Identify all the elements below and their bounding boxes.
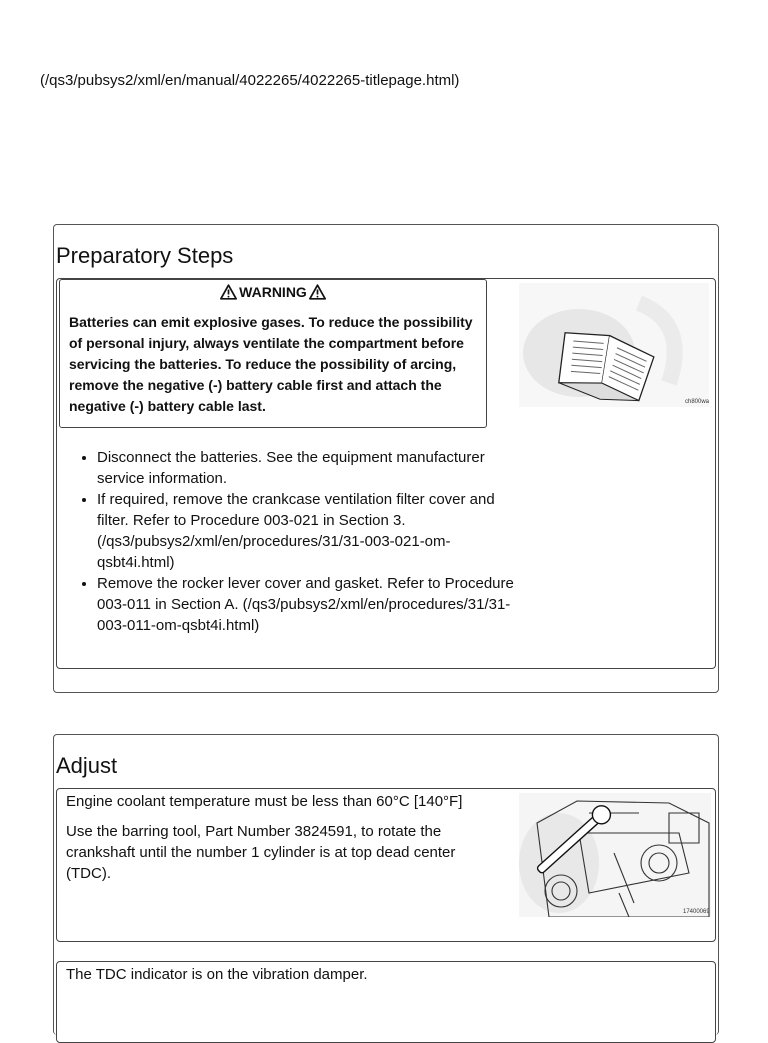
adjust-step-box bbox=[56, 788, 716, 942]
adjust-section bbox=[53, 734, 719, 1035]
preparatory-steps-section bbox=[53, 224, 719, 693]
warning-text: Batteries can emit explosive gases. To reduce the possibility of personal injury, always ventilate the compartment before servicing the batteries. To reduce the possibility of arcing, remove the negative (-) battery cable first and attach the negative (-) battery cable last. bbox=[69, 314, 473, 414]
barring-tool-text: Use the barring tool, Part Number 3824591, to rotate the crankshaft until the number 1 cylinder is at top dead center (TDC). bbox=[66, 823, 456, 882]
warning-triangle-icon bbox=[309, 284, 326, 300]
adjust-step-box bbox=[56, 961, 716, 1043]
list-item: • If required, remove the crankcase ventilation filter cover and filter. Refer to Procedure 003-021 in Section 3. (/qs3/pubsys2/xml/en/procedures/31/31-003-021-om-qsbt4i.html) bbox=[97, 489, 517, 573]
figure-code: 17400069 bbox=[683, 909, 710, 915]
tdc-indicator-text: The TDC indicator is on the vibration damper. bbox=[66, 966, 368, 983]
manual-book-figure bbox=[519, 283, 709, 407]
barring-tool-figure bbox=[519, 793, 711, 917]
coolant-temperature-text: Engine coolant temperature must be less than 60°C [140°F] bbox=[66, 793, 463, 810]
warning-label: WARNING bbox=[239, 284, 307, 300]
section-title: Adjust bbox=[56, 753, 118, 778]
list-item: • Disconnect the batteries. See the equipment manufacturer service information. bbox=[97, 447, 517, 489]
list-item: • Remove the rocker lever cover and gasket. Refer to Procedure 003-011 in Section A. (/qs3/pubsys2/xml/en/procedures/31/31-003-011-om-qsbt4i.html) bbox=[97, 573, 517, 636]
warning-heading bbox=[60, 284, 486, 300]
warning-box bbox=[59, 279, 487, 428]
titlepage-link[interactable]: (/qs3/pubsys2/xml/en/manual/4022265/4022265-titlepage.html) bbox=[40, 72, 460, 89]
preparatory-steps-list bbox=[67, 447, 517, 636]
warning-triangle-icon bbox=[220, 284, 237, 300]
section-title: Preparatory Steps bbox=[56, 243, 234, 268]
figure-code: ch800wa bbox=[685, 399, 709, 405]
preparatory-step-box bbox=[56, 278, 716, 669]
